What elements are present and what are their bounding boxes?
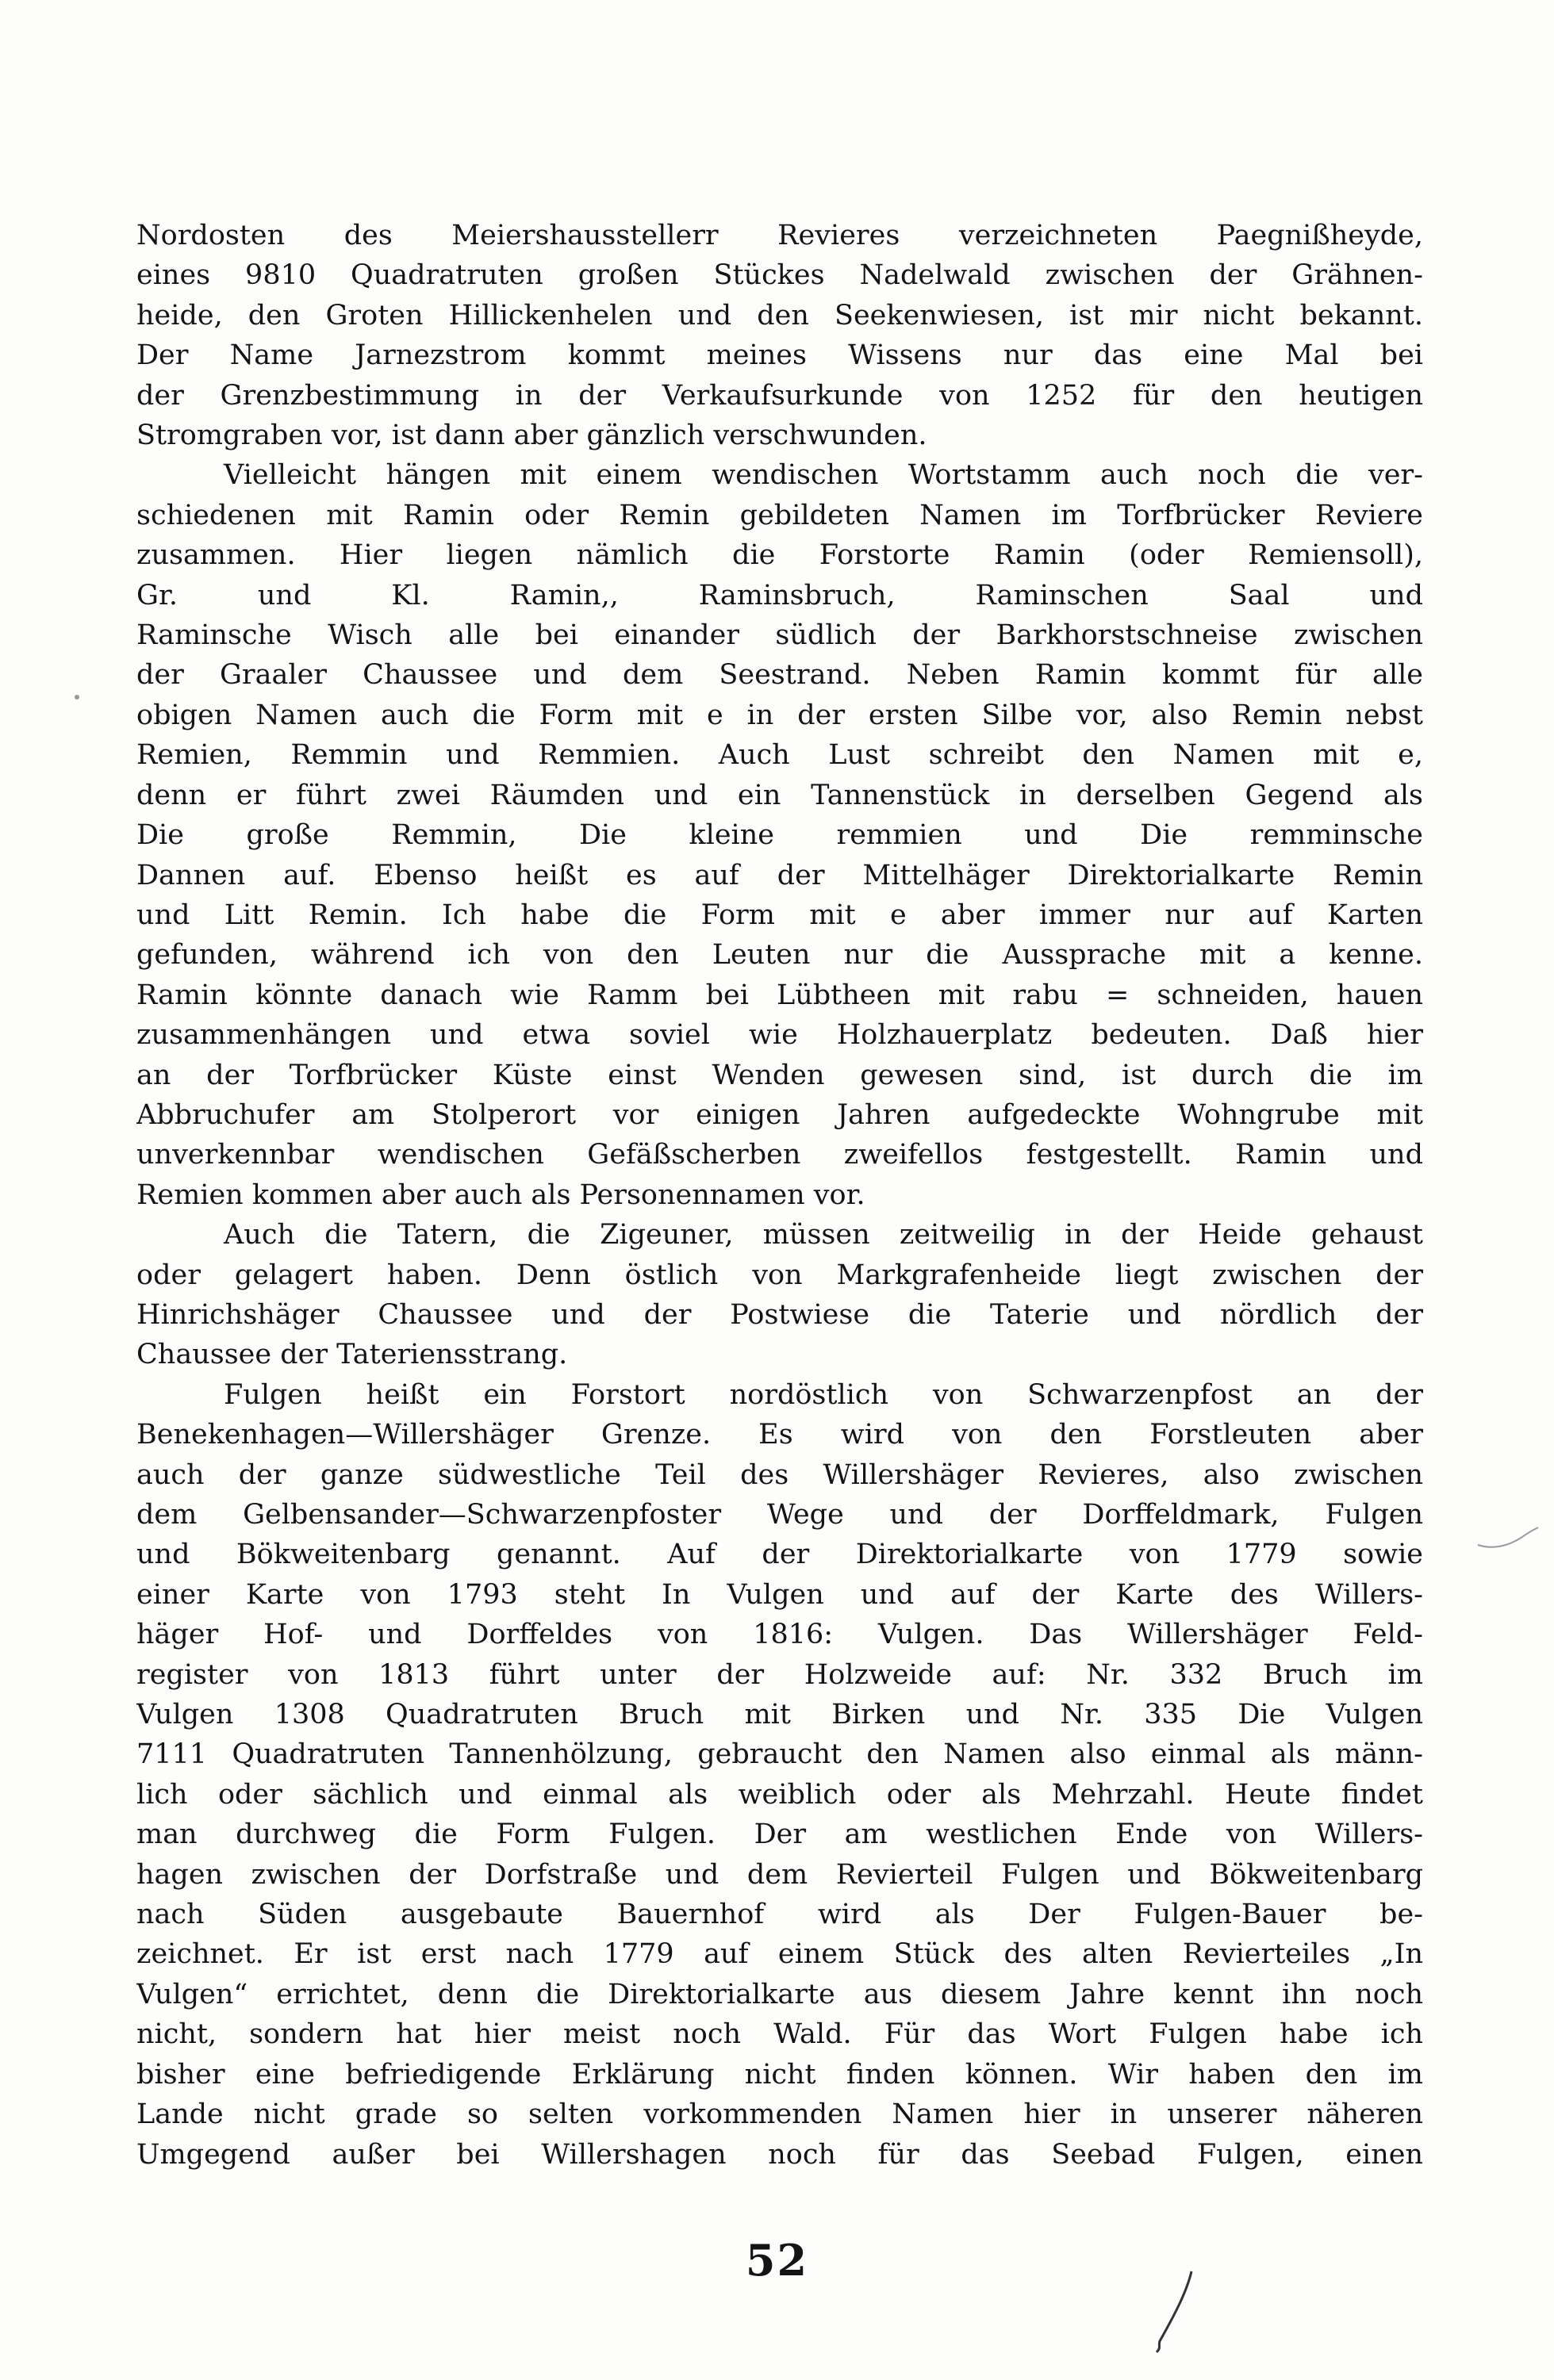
text-line: an der Torfbrücker Küste einst Wenden gewesen sind, ist durch die im (136, 1059, 1423, 1091)
text-line: Vielleicht hängen mit einem wendischen Wortstamm auch noch die ver- (224, 459, 1423, 492)
text-line: Nordosten des Meiershausstellerr Revieres verzeichneten Paegnißheyde, (136, 220, 1423, 251)
text-line: lich oder sächlich und einmal als weiblich oder als Mehrzahl. Heute findet (136, 1778, 1423, 1811)
text-line: Die große Remmin, Die kleine remmien und Die remminsche (136, 819, 1423, 852)
text-line: Fulgen heißt ein Forstort nordöstlich von Schwarzenpfost an der (224, 1378, 1423, 1411)
text-line: hagen zwischen der Dorfstraße und dem Revierteil Fulgen und Bökweitenbarg (136, 1858, 1423, 1891)
text-line: obigen Namen auch die Form mit e in der ersten Silbe vor, also Remin nebst (136, 699, 1423, 731)
paragraph-continuation (136, 216, 1423, 455)
text-line: der Graaler Chaussee und dem Seestrand. Neben Ramin kommt für alle (136, 659, 1423, 692)
text-line: dem Gelbensander—Schwarzenpfoster Wege und der Dorffeldmark, Fulgen (136, 1499, 1423, 1531)
text-line: zusammen. Hier liegen nämlich die Forstorte Ramin (oder Remiensoll), (136, 539, 1423, 572)
text-line: schiedenen mit Ramin oder Remin gebildeten Namen im Torfbrücker Reviere (136, 499, 1423, 531)
text-line: zusammenhängen und etwa soviel wie Holzhauerplatz bedeuten. Daß hier (136, 1019, 1423, 1052)
text-line: und Litt Remin. Ich habe die Form mit e aber immer nur auf Karten (136, 899, 1423, 931)
margin-pencil-mark (1476, 1523, 1540, 1554)
text-line: Stromgraben vor, ist dann aber gänzlich verschwunden. (136, 420, 927, 452)
text-line: Auch die Tatern, die Zigeuner, müssen zeitweilig in der Heide gehaust (224, 1219, 1423, 1251)
text-line: der Grenzbestimmung in der Verkaufsurkunde von 1252 für den heutigen (136, 379, 1423, 412)
text-line: 7111 Quadratruten Tannenhölzung, gebraucht den Namen also einmal als männ- (136, 1738, 1423, 1771)
text-line: Umgegend außer bei Willershagen noch für das Seebad Fulgen, einen (136, 2138, 1423, 2171)
text-line: auch der ganze südwestliche Teil des Willershäger Revieres, also zwischen (136, 1458, 1423, 1491)
paragraph-fulgen (136, 1375, 1423, 2175)
text-line: einer Karte von 1793 steht In Vulgen und auf der Karte des Willers- (136, 1578, 1423, 1611)
text-line: Hinrichshäger Chaussee und der Postwiese die Taterie und nördlich der (136, 1298, 1423, 1331)
text-line: zeichnet. Er ist erst nach 1779 auf einem Stück des alten Revierteiles „In (136, 1938, 1423, 1971)
page-number: 52 (745, 2235, 809, 2286)
text-line: unverkennbar wendischen Gefäßscherben zweifellos festgestellt. Ramin und (136, 1139, 1423, 1171)
text-line: eines 9810 Quadratruten großen Stückes Nadelwald zwischen der Grähnen- (136, 259, 1423, 292)
text-line: nicht, sondern hat hier meist noch Wald. Für das Wort Fulgen habe ich (136, 2018, 1423, 2051)
text-line: Dannen auf. Ebenso heißt es auf der Mittelhäger Direktorialkarte Remin (136, 859, 1423, 891)
text-line: Raminsche Wisch alle bei einander südlich der Barkhorstschneise zwischen (136, 619, 1423, 652)
text-line: Vulgen“ errichtet, denn die Direktorialkarte aus diesem Jahre kennt ihn noch (136, 1978, 1423, 2010)
paragraph-ramin (136, 455, 1423, 1215)
speck-mark (75, 695, 79, 699)
text-line: bisher eine befriedigende Erklärung nicht finden können. Wir haben den im (136, 2058, 1423, 2091)
text-line: denn er führt zwei Räumden und ein Tannenstück in derselben Gegend als (136, 779, 1423, 811)
text-line: Ramin könnte danach wie Ramm bei Lübtheen mit rabu = schneiden, hauen (136, 979, 1423, 1011)
text-line: gefunden, während ich von den Leuten nur die Aussprache mit a kenne. (136, 939, 1423, 972)
text-line: Gr. und Kl. Ramin,, Raminsbruch, Raminschen Saal und (136, 579, 1423, 611)
text-line: oder gelagert haben. Denn östlich von Markgrafenheide liegt zwischen der (136, 1259, 1423, 1291)
text-line: Remien kommen aber auch als Personennamen vor. (136, 1179, 865, 1211)
text-line: nach Süden ausgebaute Bauernhof wird als Der Fulgen-Bauer be- (136, 1899, 1423, 1931)
text-line: heide, den Groten Hillickenhelen und den Seekenwiesen, ist mir nicht bekannt. (136, 299, 1423, 332)
text-line: Benekenhagen—Willershäger Grenze. Es wird von den Forstleuten aber (136, 1419, 1423, 1451)
text-line: Abbruchufer am Stolperort vor einigen Jahren aufgedeckte Wohngrube mit (136, 1098, 1423, 1131)
text-line: Vulgen 1308 Quadratruten Bruch mit Birken und Nr. 335 Die Vulgen (136, 1699, 1423, 1731)
text-line: Remien, Remmin und Remmien. Auch Lust schreibt den Namen mit e, (136, 739, 1423, 772)
text-line: Lande nicht grade so selten vorkommenden Namen hier in unserer näheren (136, 2098, 1423, 2131)
body-text (136, 216, 1423, 2175)
text-line: register von 1813 führt unter der Holzweide auf: Nr. 332 Bruch im (136, 1658, 1423, 1691)
text-line: man durchweg die Form Fulgen. Der am westlichen Ende von Willers- (136, 1819, 1423, 1851)
text-line: häger Hof- und Dorffeldes von 1816: Vulgen. Das Willershäger Feld- (136, 1619, 1423, 1651)
text-line: Der Name Jarnezstrom kommt meines Wissens nur das eine Mal bei (136, 339, 1423, 372)
paragraph-tatern (136, 1215, 1423, 1375)
pencil-stroke-mark (1150, 2268, 1198, 2355)
text-line: Chaussee der Tateriensstrang. (136, 1339, 568, 1371)
text-line: und Bökweitenbarg genannt. Auf der Direktorialkarte von 1779 sowie (136, 1539, 1423, 1571)
